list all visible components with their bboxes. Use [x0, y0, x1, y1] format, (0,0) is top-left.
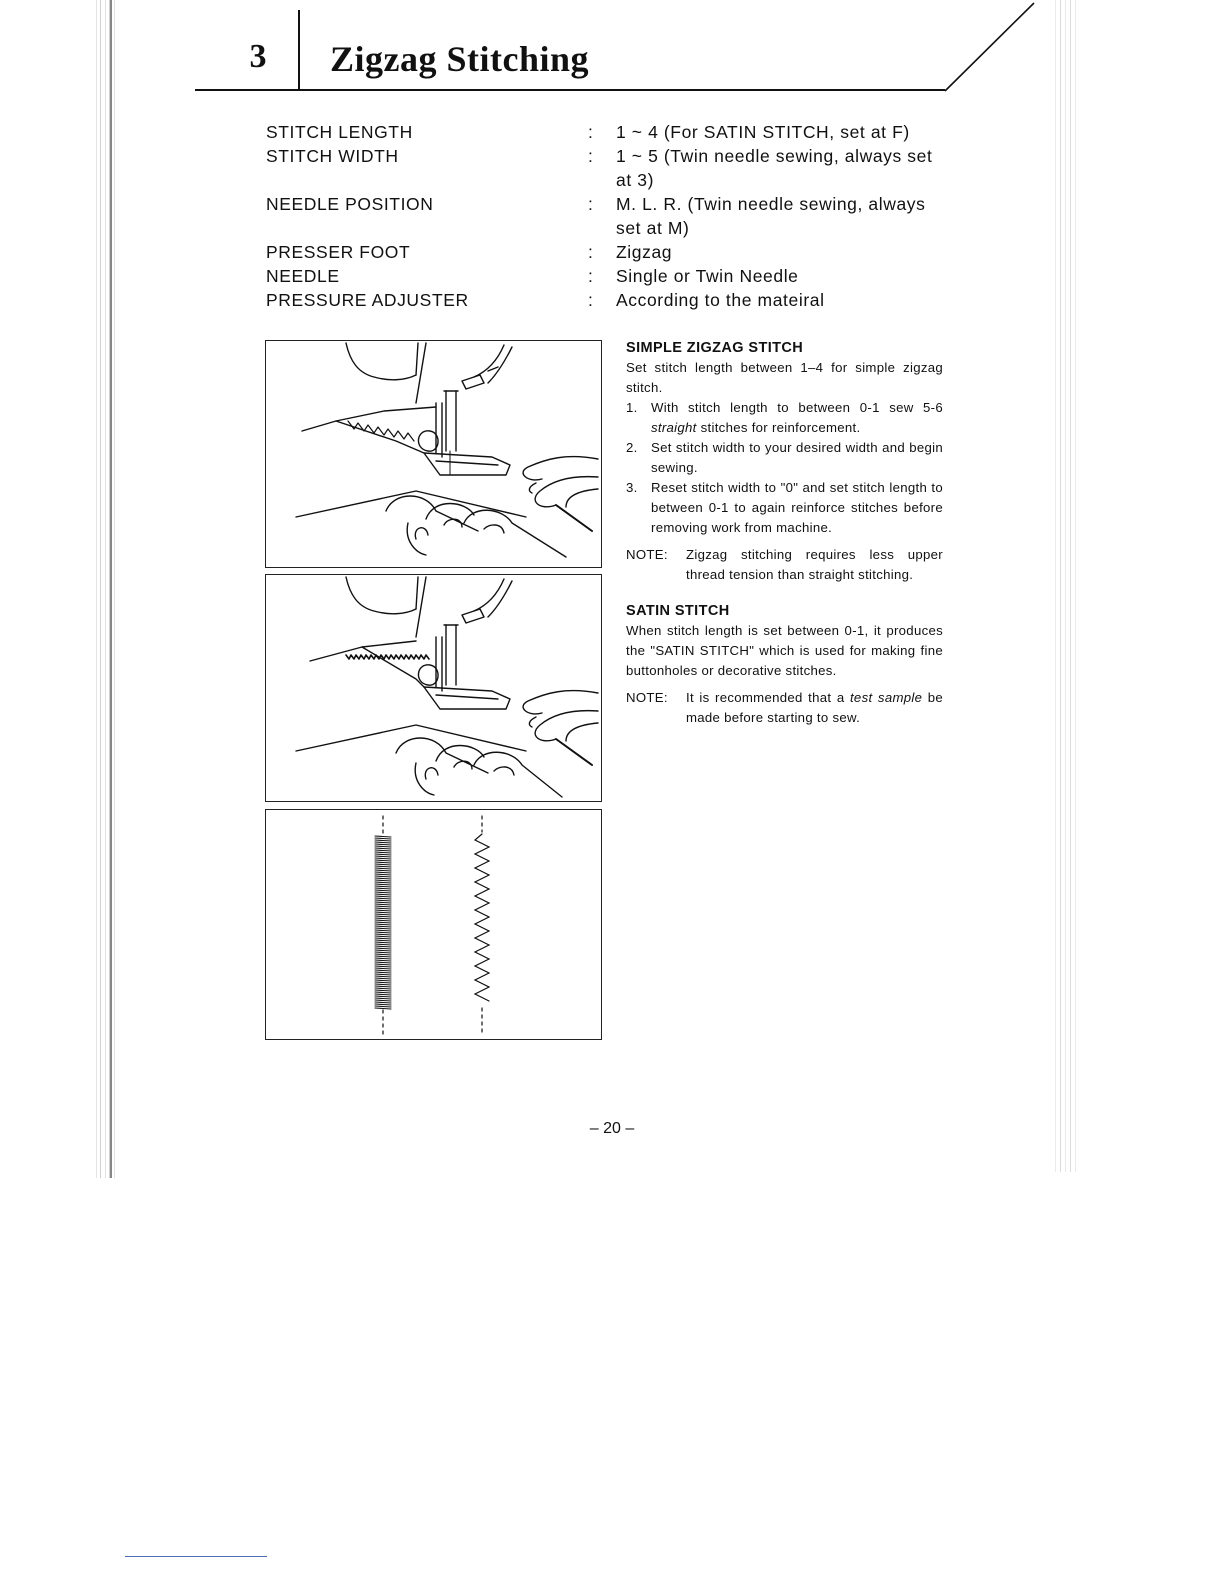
satin-stitch-bar — [375, 984, 391, 985]
illustration-satin-stitch-sewing — [265, 574, 602, 802]
spec-value: 1 ~ 5 (Twin needle sewing, always set — [616, 146, 933, 166]
satin-stitch-body: When stitch length is set between 0-1, it produces the "SATIN STITCH" which is used for making fine buttonholes or decorative stitches. — [626, 623, 943, 678]
satin-stitch-bar — [375, 976, 391, 977]
satin-stitch-bar — [375, 850, 391, 851]
satin-stitch-bar — [375, 904, 391, 905]
satin-stitch-bar — [375, 946, 391, 947]
step-item: 1. With stitch length to between 0-1 sew 5-6 straight stitches for reinforcement. — [626, 400, 943, 435]
satin-stitch-bar — [375, 970, 391, 971]
satin-stitch-bar — [375, 860, 391, 861]
satin-stitch-bar — [375, 966, 391, 967]
satin-stitch-bar — [375, 936, 391, 937]
satin-stitch-bar — [375, 842, 391, 843]
satin-stitch-bar — [375, 996, 391, 997]
satin-stitch-bar — [375, 840, 391, 841]
satin-stitch-bar — [375, 998, 391, 999]
satin-stitch-bar — [375, 848, 391, 849]
satin-stitch-bar — [375, 994, 391, 995]
spec-row-stitch-width: STITCH WIDTH : 1 ~ 5 (Twin needle sewing, always set — [266, 144, 956, 168]
satin-stitch-bar — [375, 958, 391, 959]
satin-stitch-bar — [375, 900, 391, 901]
zigzag-stitch-line — [475, 834, 489, 1001]
footer-rule — [125, 1556, 267, 1557]
spec-value: Zigzag — [616, 242, 673, 262]
spec-row-needle: NEEDLE : Single or Twin Needle — [266, 264, 956, 288]
satin-stitch-bar — [375, 978, 391, 979]
header-rule — [195, 89, 945, 91]
scan-edge-right — [1055, 0, 1079, 1172]
satin-stitch-bar — [375, 910, 391, 911]
satin-stitch-bar — [375, 950, 391, 951]
satin-stitch-bar — [375, 908, 391, 909]
satin-stitch-bar — [375, 916, 391, 917]
instructions-column — [626, 338, 943, 728]
satin-stitch-bar — [375, 1002, 391, 1003]
simple-zigzag-steps — [626, 398, 943, 538]
note-test-sample: NOTE: It is recommended that a test sample be made before starting to sew. — [626, 690, 943, 725]
spec-row-pressure-adjuster: PRESSURE ADJUSTER : According to the mateiral — [266, 288, 956, 312]
spec-value-continued: at 3) — [616, 170, 655, 190]
satin-stitch-bar — [375, 878, 391, 879]
satin-stitch-bar — [375, 896, 391, 897]
satin-stitch-bar — [375, 880, 391, 881]
satin-stitch-bar — [375, 890, 391, 891]
satin-stitch-bar — [375, 914, 391, 915]
satin-stitch-bar — [375, 1008, 391, 1009]
satin-stitch-bar — [375, 898, 391, 899]
header-diagonal-line — [940, 0, 1040, 92]
note-zigzag-tension: NOTE: Zigzag stitching requires less upper thread tension than straight stitching. — [626, 547, 943, 582]
spec-label: PRESSER FOOT — [266, 242, 411, 262]
satin-stitch-bar — [375, 938, 391, 939]
satin-stitch-bar — [375, 868, 391, 869]
satin-stitch-bar — [375, 988, 391, 989]
page-title: Zigzag Stitching — [330, 39, 590, 79]
step-item: 3. Reset stitch width to "0" and set stitch length to between 0-1 to again reinforce stitches before removing work from machine. — [626, 480, 943, 535]
satin-stitch-bar — [375, 882, 391, 883]
satin-stitch-bar — [375, 952, 391, 953]
spec-value: M. L. R. (Twin needle sewing, always — [616, 194, 926, 214]
illustration-stitch-samples — [265, 809, 602, 1040]
section-heading-satin-stitch: SATIN STITCH — [626, 603, 730, 619]
satin-stitch-bar — [375, 930, 391, 931]
spec-label: NEEDLE — [266, 266, 340, 286]
spec-label: PRESSURE ADJUSTER — [266, 290, 469, 310]
satin-stitch-bar — [375, 932, 391, 933]
satin-stitch-bar — [375, 874, 391, 875]
satin-stitch-bar — [375, 962, 391, 963]
satin-stitch-bar — [375, 980, 391, 981]
satin-stitch-bar — [375, 944, 391, 945]
satin-stitch-bar — [375, 940, 391, 941]
satin-stitch-bar — [375, 968, 391, 969]
satin-stitch-bar — [375, 1006, 391, 1007]
spec-label: STITCH LENGTH — [266, 122, 413, 142]
satin-stitch-bar — [375, 928, 391, 929]
satin-stitch-bar — [375, 844, 391, 845]
satin-stitch-bar — [375, 866, 391, 867]
satin-stitch-bar — [375, 918, 391, 919]
illustration-simple-zigzag-sewing — [265, 340, 602, 568]
satin-stitch-bar — [375, 964, 391, 965]
spec-value: Single or Twin Needle — [616, 266, 799, 286]
satin-stitch-bar — [375, 884, 391, 885]
satin-stitch-bar — [375, 856, 391, 857]
satin-stitch-bar — [375, 942, 391, 943]
satin-stitch-bar — [375, 922, 391, 923]
spec-value: 1 ~ 4 (For SATIN STITCH, set at F) — [616, 122, 910, 142]
satin-stitch-bar — [375, 926, 391, 927]
satin-stitch-bar — [375, 872, 391, 873]
satin-stitch-bar — [375, 846, 391, 847]
satin-stitch-bar — [375, 906, 391, 907]
satin-stitch-bar — [375, 852, 391, 853]
spec-row-needle-position: NEEDLE POSITION : M. L. R. (Twin needle sewing, always — [266, 192, 956, 216]
satin-stitch-bar — [375, 934, 391, 935]
satin-stitch-bar — [375, 924, 391, 925]
satin-stitch-bar — [375, 912, 391, 913]
satin-stitch-bar — [375, 888, 391, 889]
satin-stitch-bar — [375, 956, 391, 957]
satin-stitch-bar — [375, 960, 391, 961]
satin-stitch-bar — [375, 870, 391, 871]
satin-stitch-bar — [375, 876, 391, 877]
satin-stitch-bar — [375, 862, 391, 863]
page-number: – 20 – — [589, 1120, 635, 1137]
spec-row-presser-foot: PRESSER FOOT : Zigzag — [266, 240, 956, 264]
satin-stitch-bar — [375, 948, 391, 949]
step-item: 2. Set stitch width to your desired width and begin sewing. — [626, 440, 943, 475]
settings-table — [266, 120, 956, 312]
header-divider — [298, 10, 300, 90]
satin-stitch-bar — [375, 1000, 391, 1001]
satin-stitch-bar — [375, 886, 391, 887]
satin-stitch-bar — [375, 992, 391, 993]
satin-stitch-bar — [375, 894, 391, 895]
satin-stitch-bar — [375, 902, 391, 903]
satin-stitch-bar — [375, 986, 391, 987]
satin-stitch-bar — [375, 1004, 391, 1005]
satin-stitch-bar — [375, 974, 391, 975]
spec-value: According to the mateiral — [616, 290, 825, 310]
satin-stitch-bar — [375, 892, 391, 893]
satin-stitch-bar — [375, 836, 391, 837]
satin-stitch-bar — [375, 972, 391, 973]
satin-stitch-bar — [375, 854, 391, 855]
spec-label: STITCH WIDTH — [266, 146, 399, 166]
satin-stitch-bar — [375, 838, 391, 839]
satin-stitch-bar — [375, 864, 391, 865]
spec-label: NEEDLE POSITION — [266, 194, 434, 214]
simple-zigzag-intro: Set stitch length between 1–4 for simple zigzag stitch. — [626, 360, 943, 395]
satin-stitch-bar — [375, 954, 391, 955]
scan-edge-left — [96, 0, 118, 1178]
satin-stitch-bar — [375, 858, 391, 859]
satin-stitch-bar — [375, 920, 391, 921]
spec-value-continued: set at M) — [616, 218, 690, 238]
satin-stitch-bar — [375, 982, 391, 983]
satin-stitch-bar — [375, 990, 391, 991]
spec-row-stitch-length: STITCH LENGTH : 1 ~ 4 (For SATIN STITCH, set at F) — [266, 120, 956, 144]
chapter-number: 3 — [249, 38, 267, 75]
section-heading-simple-zigzag: SIMPLE ZIGZAG STITCH — [626, 340, 804, 356]
